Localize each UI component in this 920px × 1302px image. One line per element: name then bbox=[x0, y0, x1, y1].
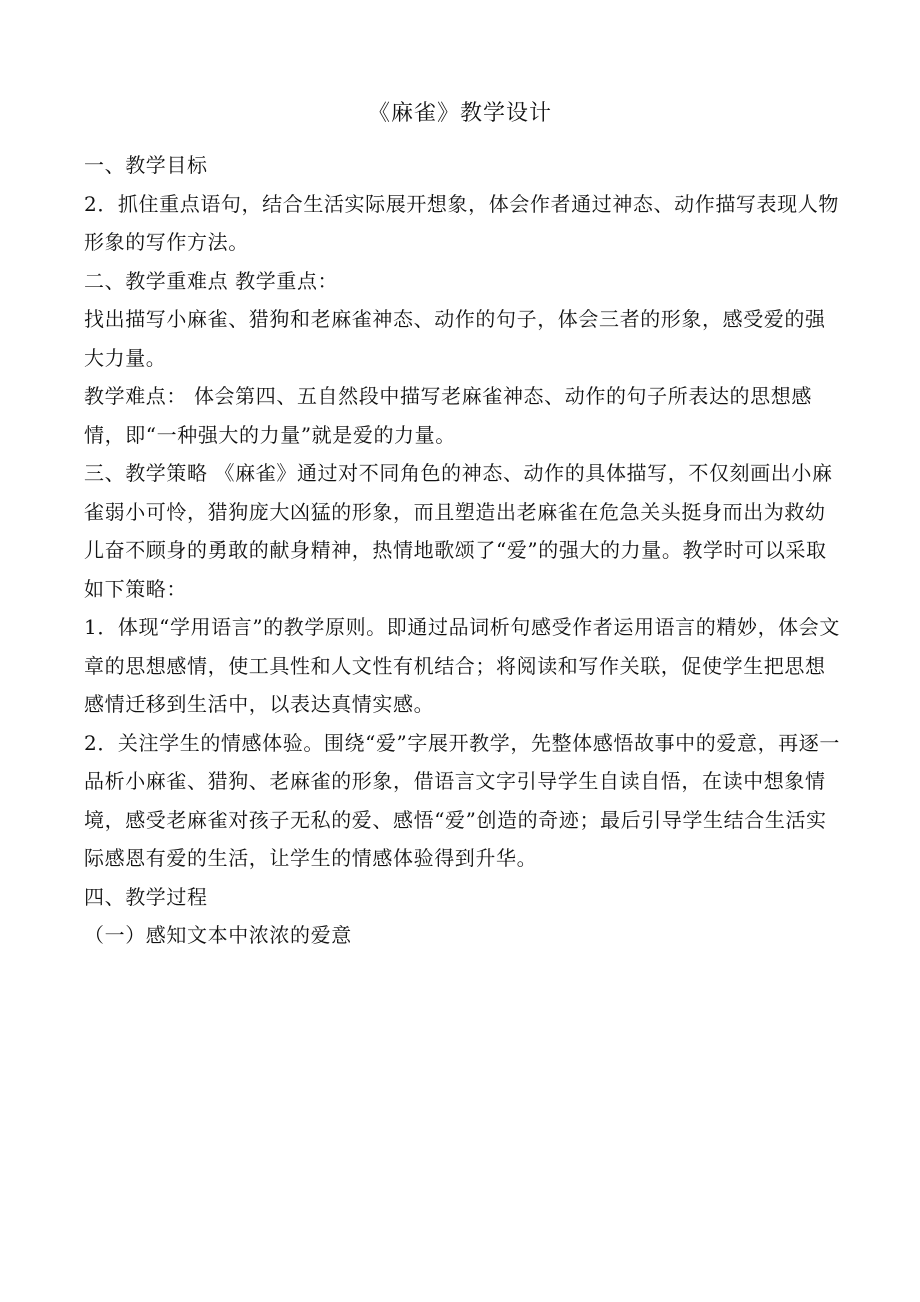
heading-process: 四、教学过程 bbox=[84, 884, 208, 909]
document-title: 《麻雀》教学设计 bbox=[367, 101, 552, 126]
heading-key-points: 二、教学重难点 教学重点： bbox=[84, 268, 339, 293]
paragraph-objective-2: 2．抓住重点语句，结合生活实际展开想象，体会作者通过神态、动作描写表现人物形象的写作方法。 bbox=[84, 191, 839, 254]
subheading-process-1: （一）感知文本中浓浓的爱意 bbox=[84, 923, 352, 947]
paragraph-key-points: 找出描写小麻雀、猎狗和老麻雀神态、动作的句子，体会三者的形象，感受爱的强大力量。 bbox=[84, 307, 826, 370]
document-body bbox=[84, 146, 844, 955]
paragraph-strategy: 三、教学策略 《麻雀》通过对不同角色的神态、动作的具体描写，不仅刻画出小麻雀弱小可怜，猎狗庞大凶猛的形象，而且塑造出老麻雀在危急关头挺身而出为救幼儿奋不顾身的勇敢的献身精神，热情地歌颂了“爱”的强大的力量。教学时可以采取如下策略： bbox=[84, 461, 833, 601]
paragraph-difficulties: 教学难点： 体会第四、五自然段中描写老麻雀神态、动作的句子所表达的思想感情，即“一种强大的力量”就是爱的力量。 bbox=[84, 384, 812, 447]
paragraph-strategy-1: 1．体现“学用语言”的教学原则。即通过品词析句感受作者运用语言的精妙，体会文章的思想感情，使工具性和人文性有机结合；将阅读和写作关联，促使学生把思想感情迁移到生活中，以表达真情实感。 bbox=[84, 615, 840, 716]
paragraph-strategy-2: 2．关注学生的情感体验。围绕“爱”字展开教学，先整体感悟故事中的爱意，再逐一品析小麻雀、猎狗、老麻雀的形象，借语言文字引导学生自读自悟，在读中想象情境，感受老麻雀对孩子无私的爱、感悟“爱”创造的奇迹；最后引导学生结合生活实际感恩有爱的生活，让学生的情感体验得到升华。 bbox=[84, 730, 840, 870]
heading-objectives: 一、教学目标 bbox=[84, 153, 208, 177]
